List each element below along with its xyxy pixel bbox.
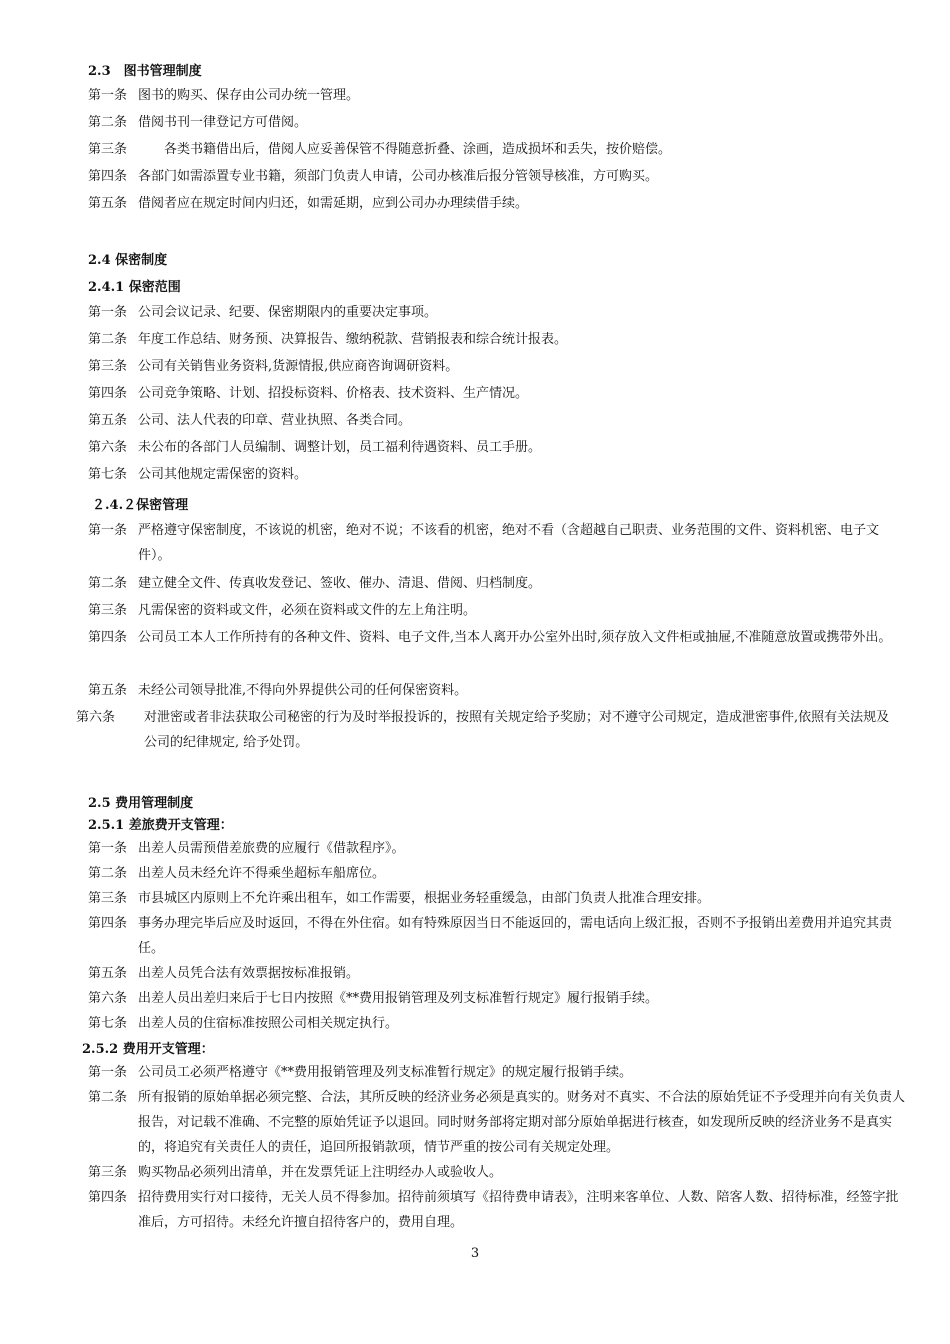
article-number: 第二条 [88, 1090, 128, 1105]
article-2-5-1-1 [88, 836, 908, 861]
article-number: 第一条 [88, 523, 128, 538]
article-2-5-1-6 [88, 986, 908, 1011]
article-text: 对泄密或者非法获取公司秘密的行为及时举报投诉的，按照有关规定给予奖励；对不遵守公司规定，造成泄密事件,依照有关法规及公司的纪律规定, 给予处罚。 [144, 710, 890, 750]
article-number: 第六条 [76, 710, 116, 725]
article-text: 购买物品必须列出清单，并在发票凭证上注明经办人或验收人。 [138, 1165, 503, 1180]
article-text: 出差人员需预借差旅费的应履行《借款程序》。 [138, 841, 405, 856]
page-number: 3 [470, 1246, 480, 1261]
subsection-heading-2-4-2: ２.4.２保密管理 [92, 498, 189, 513]
article-2-5-2-1 [88, 1060, 908, 1085]
article-text: 未公布的各部门人员编制、调整计划，员工福利待遇资料、员工手册。 [138, 440, 542, 455]
article-number: 第三条 [88, 891, 128, 906]
article-2-4-2-3 [88, 598, 908, 623]
article-text: 公司、法人代表的印章、营业执照、各类合同。 [138, 413, 412, 428]
article-number: 第五条 [88, 683, 128, 698]
article-number: 第一条 [88, 305, 128, 320]
article-number: 第五条 [88, 196, 128, 211]
article-2-3-4 [88, 164, 908, 189]
article-text: 公司有关销售业务资料,货源情报,供应商咨询调研资料。 [138, 359, 459, 374]
article-text: 事务办理完毕后应及时返回，不得在外住宿。如有特殊原因当日不能返回的，需电话向上级汇报，否则不予报销出差费用并追究其责任。 [138, 916, 893, 956]
article-number: 第六条 [88, 440, 128, 455]
article-2-5-1-4 [88, 911, 908, 961]
article-number: 第二条 [88, 332, 128, 347]
article-text: 图书的购买、保存由公司办统一管理。 [138, 88, 360, 103]
article-text: 公司其他规定需保密的资料。 [138, 467, 308, 482]
article-number: 第四条 [88, 916, 128, 931]
section-heading-2-4: 2.4 保密制度 [88, 253, 168, 268]
article-2-4-2-4 [88, 625, 908, 650]
article-text: 凡需保密的资料或文件，必须在资料或文件的左上角注明。 [138, 603, 477, 618]
article-2-4-2-1 [88, 518, 908, 568]
article-2-4-1-3 [88, 354, 908, 379]
article-number: 第一条 [88, 1065, 128, 1080]
article-2-5-1-2 [88, 861, 908, 886]
article-number: 第二条 [88, 115, 128, 130]
subsection-heading-2-4-1: 2.4.1 保密范围 [88, 280, 181, 295]
article-text: 建立健全文件、传真收发登记、签收、催办、清退、借阅、归档制度。 [138, 576, 542, 591]
article-2-3-5 [88, 191, 908, 216]
article-2-3-3 [88, 137, 908, 162]
article-text: 公司竞争策略、计划、招投标资料、价格表、技术资料、生产情况。 [138, 386, 529, 401]
article-text: 各部门如需添置专业书籍，须部门负责人申请，公司办核准后报分管领导核准，方可购买。 [138, 169, 659, 184]
article-2-5-2-3 [88, 1160, 908, 1185]
article-2-4-1-6 [88, 435, 908, 460]
article-text: 公司员工本人工作所持有的各种文件、资料、电子文件,当本人离开办公室外出时,须存放入文件柜或抽屉,不准随意放置或携带外出。 [138, 630, 892, 645]
article-number: 第七条 [88, 467, 128, 482]
article-2-5-1-7 [88, 1011, 908, 1036]
article-number: 第二条 [88, 576, 128, 591]
article-number: 第四条 [88, 1190, 128, 1205]
subsection-heading-2-5-1: 2.5.1 差旅费开支管理： [88, 818, 233, 833]
section-heading-2-3: 2.3 图书管理制度 [88, 64, 202, 79]
article-text: 出差人员出差归来后于七日内按照《**费用报销管理及列支标准暂行规定》履行报销手续。 [138, 991, 659, 1006]
article-number: 第四条 [88, 169, 128, 184]
section-heading-2-5: 2.5 费用管理制度 [88, 796, 194, 811]
article-2-4-1-5 [88, 408, 908, 433]
article-2-4-1-2 [88, 327, 908, 352]
article-2-5-2-4 [88, 1185, 908, 1235]
article-text: 所有报销的原始单据必须完整、合法，其所反映的经济业务必须是真实的。财务对不真实、不合法的原始凭证不予受理并向有关负责人报告，对记载不准确、不完整的原始凭证予以退回。同时财务部将定期对部分原始单据进行核查，如发现所反映的经济业务不是真实的，将追究有关责任人的责任，追回所报销款项，情节严重的按公司有关规定处理。 [138, 1090, 906, 1155]
article-text: 公司员工必须严格遵守《**费用报销管理及列支标准暂行规定》的规定履行报销手续。 [138, 1065, 633, 1080]
article-2-4-1-1 [88, 300, 908, 325]
article-text: 出差人员的住宿标准按照公司相关规定执行。 [138, 1016, 399, 1031]
article-text: 各类书籍借出后，借阅人应妥善保管不得随意折叠、涂画，造成损坏和丢失，按价赔偿。 [138, 142, 672, 157]
article-number: 第二条 [88, 866, 128, 881]
article-text: 公司会议记录、纪要、保密期限内的重要决定事项。 [138, 305, 438, 320]
article-2-5-1-5 [88, 961, 908, 986]
article-number: 第四条 [88, 630, 128, 645]
article-2-4-1-7 [88, 462, 908, 487]
article-text: 借阅者应在规定时间内归还，如需延期，应到公司办办理续借手续。 [138, 196, 529, 211]
article-2-5-2-2 [88, 1085, 908, 1160]
article-2-4-2-5 [88, 678, 908, 703]
article-2-5-1-3 [88, 886, 908, 911]
article-2-4-1-4 [88, 381, 908, 406]
article-number: 第六条 [88, 991, 128, 1006]
article-number: 第三条 [88, 142, 128, 157]
article-2-4-2-2 [88, 571, 908, 596]
article-number: 第一条 [88, 88, 128, 103]
article-number: 第七条 [88, 1016, 128, 1031]
article-number: 第三条 [88, 603, 128, 618]
article-number: 第四条 [88, 386, 128, 401]
subsection-heading-2-5-2: 2.5.2 费用开支管理： [82, 1042, 214, 1057]
article-number: 第五条 [88, 413, 128, 428]
article-text: 借阅书刊一律登记方可借阅。 [138, 115, 308, 130]
article-text: 市县城区内原则上不允许乘出租车，如工作需要，根据业务轻重缓急，由部门负责人批准合理安排。 [138, 891, 711, 906]
article-2-4-2-6 [76, 705, 902, 755]
article-text: 招待费用实行对口接待，无关人员不得参加。招待前须填写《招待费申请表》，注明来客单位、人数、陪客人数、招待标准，经签字批准后，方可招待。未经允许擅自招待客户的，费用自理。 [138, 1190, 899, 1230]
article-number: 第一条 [88, 841, 128, 856]
article-text: 出差人员未经允许不得乘坐超标车船席位。 [138, 866, 386, 881]
article-2-3-1 [88, 83, 908, 108]
article-text: 年度工作总结、财务预、决算报告、缴纳税款、营销报表和综合统计报表。 [138, 332, 568, 347]
article-2-3-2 [88, 110, 908, 135]
article-number: 第三条 [88, 1165, 128, 1180]
article-text: 严格遵守保密制度，不该说的机密，绝对不说；不该看的机密，绝对不看（含超越自己职责、业务范围的文件、资料机密、电子文件）。 [138, 523, 880, 563]
article-text: 出差人员凭合法有效票据按标准报销。 [138, 966, 360, 981]
article-number: 第三条 [88, 359, 128, 374]
article-text: 未经公司领导批准,不得向外界提供公司的任何保密资料。 [138, 683, 468, 698]
article-number: 第五条 [88, 966, 128, 981]
